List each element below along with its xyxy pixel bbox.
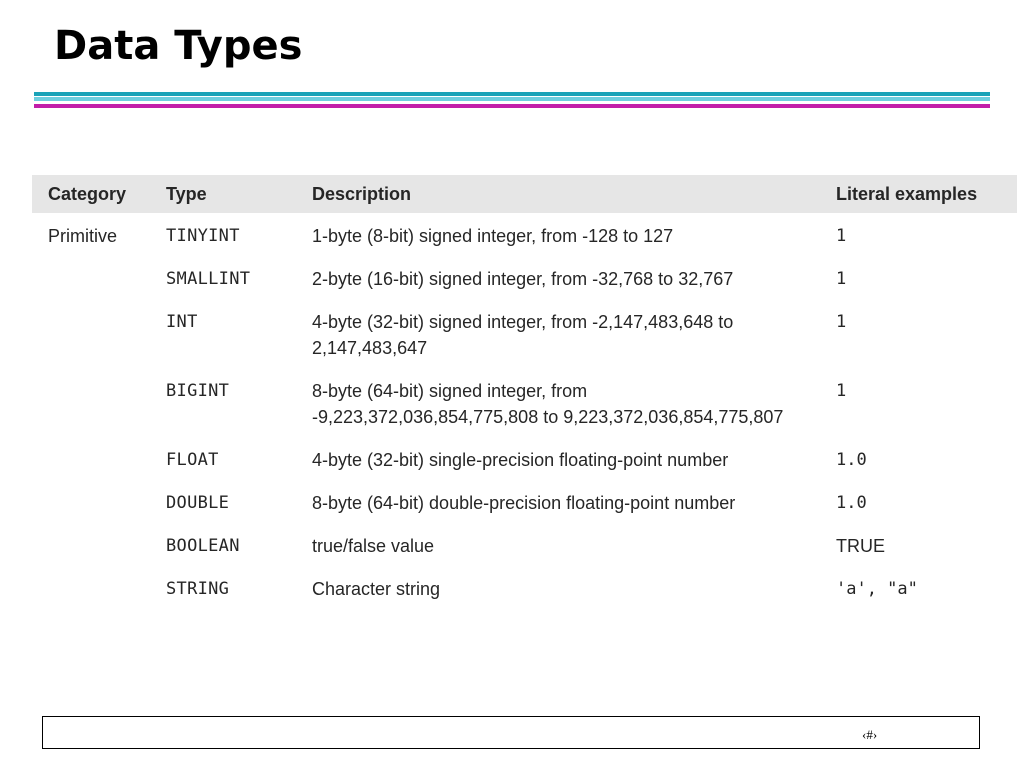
cell-description: true/false value (312, 536, 435, 556)
cell-type: SMALLINT (166, 269, 251, 289)
cell-type: BIGINT (166, 381, 230, 401)
cell-description: 2-byte (16-bit) signed integer, from -32,768 to 32,767 (312, 269, 734, 289)
cell-description: 4-byte (32-bit) signed integer, from -2,147,483,648 to 2,147,483,647 (312, 312, 734, 358)
cell-literal: 1 (836, 269, 847, 289)
header-type: Type (166, 183, 207, 204)
cell-literal: 1 (836, 226, 847, 246)
table-body (32, 213, 1017, 608)
cell-literal: 1.0 (836, 493, 867, 513)
cell-category (32, 298, 161, 367)
cell-literal: 'a', "a" (836, 579, 918, 599)
title-divider-teal (34, 92, 990, 96)
table-header-row (32, 175, 1017, 213)
cell-description: Character string (312, 579, 441, 599)
title-divider-magenta (34, 104, 990, 108)
table-header (32, 175, 1017, 213)
cell-description: 1-byte (8-bit) signed integer, from -128 to 127 (312, 226, 674, 246)
table-row (32, 367, 1017, 436)
cell-literal: TRUE (836, 536, 885, 556)
cell-category (32, 255, 161, 298)
table-row (32, 565, 1017, 608)
table-row (32, 522, 1017, 565)
title-divider-cyan (34, 97, 990, 101)
header-literal-examples: Literal examples (836, 183, 978, 204)
cell-literal: 1 (836, 381, 847, 401)
cell-type: INT (166, 312, 198, 332)
cell-description: 8-byte (64-bit) signed integer, from -9,223,372,036,854,775,808 to 9,223,372,036,854,775,807 (312, 381, 784, 427)
cell-category (32, 522, 161, 565)
cell-category (32, 436, 161, 479)
cell-description: 4-byte (32-bit) single-precision floating-point number (312, 450, 729, 470)
table-row (32, 436, 1017, 479)
page-title: Data Types (54, 23, 303, 69)
footer-box (42, 716, 980, 749)
header-description: Description (312, 183, 412, 204)
cell-type: DOUBLE (166, 493, 230, 513)
header-category: Category (48, 183, 127, 204)
table-row (32, 298, 1017, 367)
data-types-table (32, 175, 1017, 608)
cell-type: STRING (166, 579, 230, 599)
table-row (32, 255, 1017, 298)
table-row (32, 479, 1017, 522)
cell-literal: 1 (836, 312, 847, 332)
cell-literal: 1.0 (836, 450, 867, 470)
page-number: ‹#› (862, 727, 878, 742)
cell-category (32, 367, 161, 436)
cell-category: Primitive (48, 226, 118, 246)
cell-type: BOOLEAN (166, 536, 240, 556)
cell-description: 8-byte (64-bit) double-precision floating-point number (312, 493, 736, 513)
cell-category (32, 565, 161, 608)
cell-type: FLOAT (166, 450, 219, 470)
cell-category (32, 479, 161, 522)
table-row (32, 213, 1017, 255)
cell-type: TINYINT (166, 226, 240, 246)
